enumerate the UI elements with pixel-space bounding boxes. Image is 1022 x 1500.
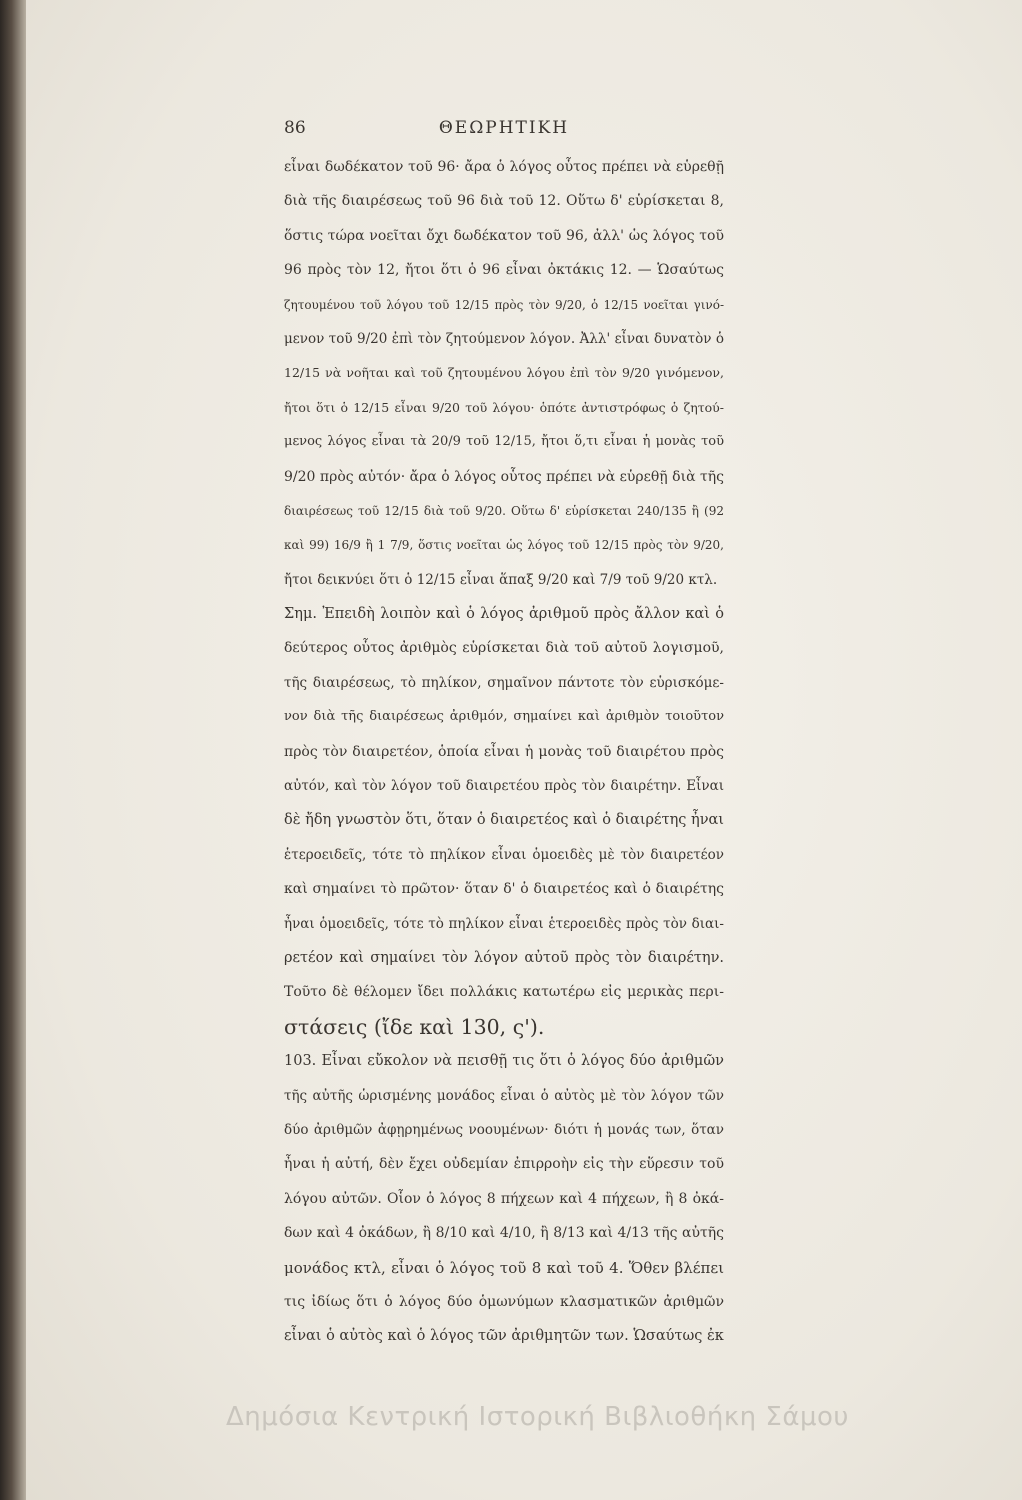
page-header: [284, 118, 724, 144]
running-title: ΘΕΩΡΗΤΙΚΗ: [438, 118, 570, 138]
text-line: τις ἰδίως ὅτι ὁ λόγος δύο ὁμωνύμων κλασματικῶν ἀριθμῶν: [284, 1293, 724, 1310]
library-watermark: Δημόσια Κεντρική Ιστορική Βιβλιοθήκη Σάμου: [226, 1402, 849, 1432]
text-line: λόγου αὐτῶν. Οἷον ὁ λόγος 8 πήχεων καὶ 4 πήχεων, ἢ 8 ὀκά-: [284, 1190, 724, 1207]
text-line: εἶναι ὁ αὐτὸς καὶ ὁ λόγος τῶν ἀριθμητῶν των. Ὡσαύτως ἐκ: [284, 1328, 724, 1345]
text-line: ἤτοι ὅτι ὁ 12/15 εἶναι 9/20 τοῦ λόγου· ὁπότε ἀντιστρόφως ὁ ζητού-: [284, 399, 724, 415]
text-line: ὅστις τώρα νοεῖται ὄχι δωδέκατον τοῦ 96, ἀλλ' ὡς λόγος τοῦ: [284, 227, 724, 244]
text-line: δὲ ἤδη γνωστὸν ὅτι, ὅταν ὁ διαιρετέος καὶ ὁ διαιρέτης ἦναι: [284, 812, 724, 829]
text-line: 9/20 πρὸς αὐτόν· ἄρα ὁ λόγος οὗτος πρέπει νὰ εὑρεθῇ διὰ τῆς: [284, 468, 724, 485]
text-line: αὐτόν, καὶ τὸν λόγον τοῦ διαιρετέου πρὸς τὸν διαιρέτην. Εἶναι: [284, 778, 724, 795]
body-text: [284, 150, 724, 1354]
text-line: δων καὶ 4 ὀκάδων, ἢ 8/10 καὶ 4/10, ἢ 8/13 καὶ 4/13 τῆς αὐτῆς: [284, 1225, 724, 1242]
text-line: 12/15 νὰ νοῆται καὶ τοῦ ζητουμένου λόγου ἐπὶ τὸν 9/20 γινόμενον,: [284, 365, 724, 381]
text-line: μενος λόγος εἶναι τὰ 20/9 τοῦ 12/15, ἤτοι ὅ,τι εἶναι ἡ μονὰς τοῦ: [284, 434, 724, 450]
text-line: δεύτερος οὗτος ἀριθμὸς εὑρίσκεται διὰ τοῦ αὐτοῦ λογισμοῦ,: [284, 640, 724, 657]
text-line: μονάδος κτλ, εἶναι ὁ λόγος τοῦ 8 καὶ τοῦ 4. Ὅθεν βλέπει: [284, 1258, 724, 1277]
text-line: 103. Εἶναι εὔκολον νὰ πεισθῇ τις ὅτι ὁ λόγος δύο ἀριθμῶν: [284, 1053, 724, 1070]
text-line: ρετέον καὶ σημαίνει τὸν λόγον αὐτοῦ πρὸς τὸν διαιρέτην.: [284, 949, 724, 966]
book-binding-edge: [0, 0, 26, 1500]
text-line: ζητουμένου τοῦ λόγου τοῦ 12/15 πρὸς τὸν 9/20, ὁ 12/15 νοεῖται γινό-: [284, 297, 724, 312]
text-line: διὰ τῆς διαιρέσεως τοῦ 96 διὰ τοῦ 12. Οὕτω δ' εὑρίσκεται 8,: [284, 193, 724, 210]
text-line: πρὸς τὸν διαιρετέον, ὁποία εἶναι ἡ μονὰς τοῦ διαιρέτου πρὸς: [284, 743, 724, 760]
text-line: ἦναι ὁμοειδεῖς, τότε τὸ πηλίκον εἶναι ἑτεροειδὲς πρὸς τὸν διαι-: [284, 915, 724, 932]
page-number: 86: [284, 118, 306, 138]
text-line: ἑτεροειδεῖς, τότε τὸ πηλίκον εἶναι ὁμοειδὲς μὲ τὸν διαιρετέον: [284, 846, 724, 863]
text-line: διαιρέσεως τοῦ 12/15 διὰ τοῦ 9/20. Οὕτω δ' εὑρίσκεται 240/135 ἢ (92: [284, 503, 724, 518]
text-line: καὶ σημαίνει τὸ πρῶτον· ὅταν δ' ὁ διαιρετέος καὶ ὁ διαιρέτης: [284, 881, 724, 898]
text-line: νον διὰ τῆς διαιρέσεως ἀριθμόν, σημαίνει καὶ ἀριθμὸν τοιοῦτον: [284, 709, 724, 725]
text-line: Σημ. Ἐπειδὴ λοιπὸν καὶ ὁ λόγος ἀριθμοῦ πρὸς ἄλλον καὶ ὁ: [284, 606, 724, 623]
text-line: Τοῦτο δὲ θέλομεν ἴδει πολλάκις κατωτέρω εἰς μερικὰς περι-: [284, 984, 724, 1001]
text-line: τῆς διαιρέσεως, τὸ πηλίκον, σημαῖνον πάντοτε τὸν εὑρισκόμε-: [284, 674, 724, 691]
text-line: εἶναι δωδέκατον τοῦ 96· ἄρα ὁ λόγος οὗτος πρέπει νὰ εὑρεθῇ: [284, 159, 724, 175]
text-line: ἦναι ἡ αὐτή, δὲν ἔχει οὐδεμίαν ἐπιρροὴν εἰς τὴν εὕρεσιν τοῦ: [284, 1156, 724, 1173]
text-line: δύο ἀριθμῶν ἀφῃρημένως νοουμένων· διότι ἡ μονάς των, ὅταν: [284, 1121, 724, 1138]
paragraph: [284, 1044, 724, 1354]
text-line: 96 πρὸς τὸν 12, ἤτοι ὅτι ὁ 96 εἶναι ὀκτάκις 12. — Ὡσαύτως: [284, 262, 724, 279]
text-line: ἤτοι δεικνύει ὅτι ὁ 12/15 εἶναι ἅπαξ 9/20 καὶ 7/9 τοῦ 9/20 κτλ.: [284, 571, 718, 588]
text-line: στάσεις (ἴδε καὶ 130, ς').: [284, 1014, 545, 1039]
paragraph: [284, 597, 724, 1044]
text-line: καὶ 99) 16/9 ἢ 1 7/9, ὅστις νοεῖται ὡς λόγος τοῦ 12/15 πρὸς τὸν 9/20,: [284, 538, 724, 553]
text-line: μενον τοῦ 9/20 ἐπὶ τὸν ζητούμενον λόγον. Ἀλλ' εἶναι δυνατὸν ὁ: [284, 330, 724, 347]
paragraph: [284, 150, 724, 597]
text-line: τῆς αὐτῆς ὡρισμένης μονάδος εἶναι ὁ αὐτὸς μὲ τὸν λόγον τῶν: [284, 1087, 724, 1104]
